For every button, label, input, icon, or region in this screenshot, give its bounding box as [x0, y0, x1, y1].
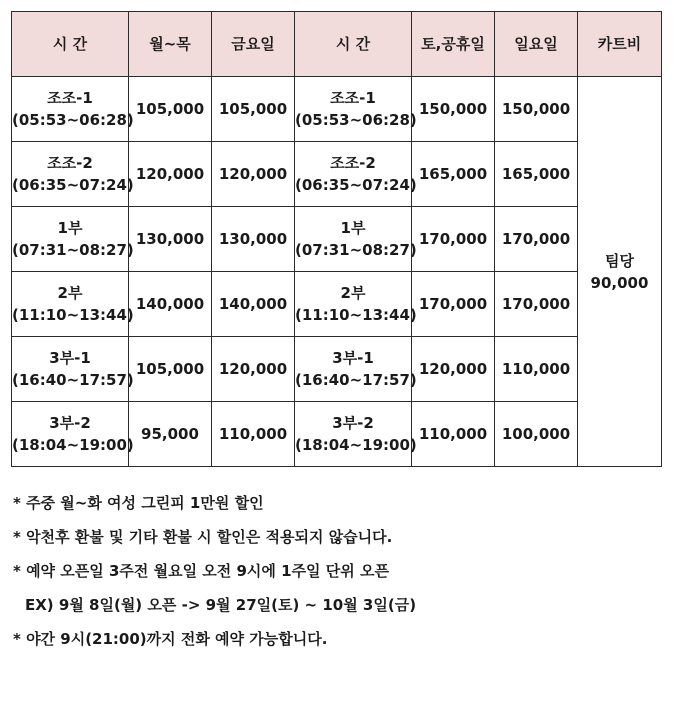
price-mon-thu: 130,000 — [129, 207, 212, 272]
price-sun: 110,000 — [495, 337, 578, 402]
time-name: 조조-2 — [330, 154, 376, 172]
cart-fee-label: 팀당 — [605, 251, 634, 270]
price-sat-holiday: 165,000 — [412, 142, 495, 207]
price-sat-holiday: 120,000 — [412, 337, 495, 402]
green-fee-table — [11, 11, 662, 467]
time-range: (05:53~06:28) — [295, 111, 417, 129]
price-mon-thu: 105,000 — [129, 77, 212, 142]
time-cell — [12, 402, 134, 467]
time-range: (06:35~07:24) — [295, 176, 417, 194]
price-fri: 130,000 — [212, 207, 295, 272]
time-cell — [12, 207, 134, 272]
table-row — [12, 402, 662, 467]
time-range: (07:31~08:27) — [295, 241, 417, 259]
header-fri: 금요일 — [212, 12, 295, 77]
table-row — [12, 272, 662, 337]
time-range: (16:40~17:57) — [295, 371, 417, 389]
price-fri: 120,000 — [212, 337, 295, 402]
cart-fee-amount: 90,000 — [590, 273, 649, 292]
price-sat-holiday: 170,000 — [412, 207, 495, 272]
time-cell — [12, 77, 134, 142]
time-name: 조조-1 — [47, 89, 93, 107]
time-range: (16:40~17:57) — [12, 371, 134, 389]
note-phone-reservation: * 야간 9시(21:00)까지 전화 예약 가능합니다. — [13, 630, 328, 648]
time-cell-weekend — [295, 402, 417, 467]
time-name: 1부 — [57, 219, 83, 237]
price-sun: 165,000 — [495, 142, 578, 207]
price-mon-thu: 95,000 — [129, 402, 212, 467]
time-cell-weekend — [295, 272, 417, 337]
price-sun: 100,000 — [495, 402, 578, 467]
time-cell — [12, 337, 134, 402]
price-sat-holiday: 150,000 — [412, 77, 495, 142]
time-range: (07:31~08:27) — [12, 241, 134, 259]
table-row — [12, 77, 662, 142]
time-range: (11:10~13:44) — [12, 306, 134, 324]
time-name: 3부-2 — [49, 414, 91, 432]
price-fri: 140,000 — [212, 272, 295, 337]
price-sun: 170,000 — [495, 207, 578, 272]
price-fri: 105,000 — [212, 77, 295, 142]
cart-fee-cell — [578, 77, 662, 467]
note-refund-policy: * 악천후 환불 및 기타 환불 시 할인은 적용되지 않습니다. — [13, 528, 393, 546]
time-name: 3부-1 — [49, 349, 91, 367]
price-fri: 110,000 — [212, 402, 295, 467]
table-row — [12, 337, 662, 402]
time-cell-weekend — [295, 207, 417, 272]
price-sat-holiday: 170,000 — [412, 272, 495, 337]
table-row — [12, 207, 662, 272]
header-cart-fee: 카트비 — [578, 12, 662, 77]
time-name: 2부 — [340, 284, 366, 302]
table-row — [12, 142, 662, 207]
time-range: (11:10~13:44) — [295, 306, 417, 324]
time-cell-weekend — [295, 337, 417, 402]
note-reservation-example: EX) 9월 8일(월) 오픈 -> 9월 27일(토) ~ 10월 3일(금) — [25, 596, 417, 614]
price-mon-thu: 120,000 — [129, 142, 212, 207]
time-name: 조조-2 — [47, 154, 93, 172]
price-sat-holiday: 110,000 — [412, 402, 495, 467]
time-cell — [12, 142, 134, 207]
time-name: 2부 — [57, 284, 83, 302]
time-name: 1부 — [340, 219, 366, 237]
time-cell-weekend — [295, 142, 417, 207]
header-time: 시 간 — [12, 12, 129, 77]
time-range: (05:53~06:28) — [12, 111, 134, 129]
price-mon-thu: 105,000 — [129, 337, 212, 402]
notes-list — [13, 492, 416, 662]
price-fri: 120,000 — [212, 142, 295, 207]
header-mon-thu: 월~목 — [129, 12, 212, 77]
note-reservation-open: * 예약 오픈일 3주전 월요일 오전 9시에 1주일 단위 오픈 — [13, 562, 389, 580]
header-sat-holiday: 토,공휴일 — [412, 12, 495, 77]
header-row — [12, 12, 662, 77]
time-range: (18:04~19:00) — [295, 436, 417, 454]
price-sun: 150,000 — [495, 77, 578, 142]
header-time-weekend: 시 간 — [295, 12, 412, 77]
time-cell-weekend — [295, 77, 417, 142]
time-range: (18:04~19:00) — [12, 436, 134, 454]
time-name: 3부-1 — [332, 349, 374, 367]
time-range: (06:35~07:24) — [12, 176, 134, 194]
note-women-discount: * 주중 월~화 여성 그린피 1만원 할인 — [13, 494, 264, 512]
time-cell — [12, 272, 134, 337]
price-sun: 170,000 — [495, 272, 578, 337]
time-name: 3부-2 — [332, 414, 374, 432]
price-mon-thu: 140,000 — [129, 272, 212, 337]
header-sun: 일요일 — [495, 12, 578, 77]
time-name: 조조-1 — [330, 89, 376, 107]
